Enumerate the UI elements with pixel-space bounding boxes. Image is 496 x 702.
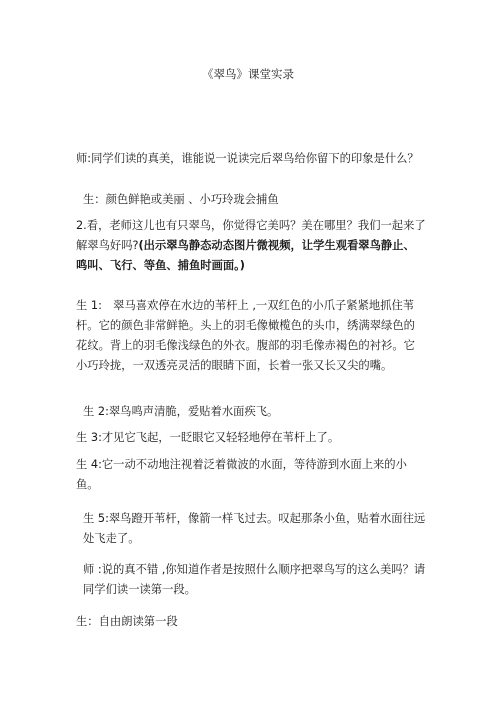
paragraph-4 <box>76 296 426 376</box>
paragraph-8 <box>76 509 426 549</box>
paragraph-bold-text: (出示翠鸟静态动态图片微视频，让学生观看翠鸟静止、鸣叫、飞行、等鱼、捕鱼时画面。) <box>76 239 415 272</box>
paragraph-2 <box>76 190 426 210</box>
paragraph-1 <box>76 149 426 169</box>
paragraph-9 <box>76 560 426 600</box>
paragraph-7 <box>76 455 426 495</box>
paragraph-3 <box>76 216 426 276</box>
paragraph-text: 生：颜色鲜艳或美丽 、小巧玲珑会捕鱼 <box>83 193 279 206</box>
paragraph-text: 生 1: 翠马喜欢停在水边的苇杆上 ,一双红色的小爪子紧紧地抓住苇杆。它的颜色非常鲜艳。头上的羽毛像橄榄色的头巾，绣满翠绿色的花纹。背上的羽毛像浅绿色的外衣。腹部的羽毛像赤褐色的衬衫。它小巧玲拢，一双透亮灵活的眼睛下面，长着一张又长又尖的嘴。 <box>76 299 415 372</box>
paragraph-text: 生 2:翠鸟鸣声清脆，爱贴着水面疾飞。 <box>83 405 279 418</box>
paragraph-6 <box>76 428 426 448</box>
paragraph-text: 2.看，老师这儿也有只翠鸟，你觉得它美吗？美在哪里？我们一起来了解翠鸟好吗? <box>76 219 426 252</box>
paragraph-text: 生 4:它一动不动地注视着泛着微波的水面，等待游到水面上来的小鱼。 <box>76 458 407 491</box>
paragraph-text: 师 :说的真不错 ,你知道作者是按照什么顺序把翠鸟写的这么美吗？请同学们读一读第一段。 <box>83 563 426 596</box>
paragraph-5 <box>76 402 426 422</box>
document-title: 《翠鸟》课堂实录 <box>202 67 294 81</box>
paragraph-text: 生 3:才见它飞起，一眨眼它又轻轻地停在苇杆上了。 <box>76 431 340 444</box>
paragraph-text: 生 5:翠鸟蹬开苇杆，像箭一样飞过去。叹起那条小鱼，贴着水面往远处飞走了。 <box>83 512 426 545</box>
paragraph-text: 师:同学们读的真美，谁能说一说读完后翠鸟给你留下的印象是什么？ <box>76 152 419 165</box>
paragraph-10 <box>76 612 426 632</box>
paragraph-text: 生：自由朗读第一段 <box>76 615 178 628</box>
